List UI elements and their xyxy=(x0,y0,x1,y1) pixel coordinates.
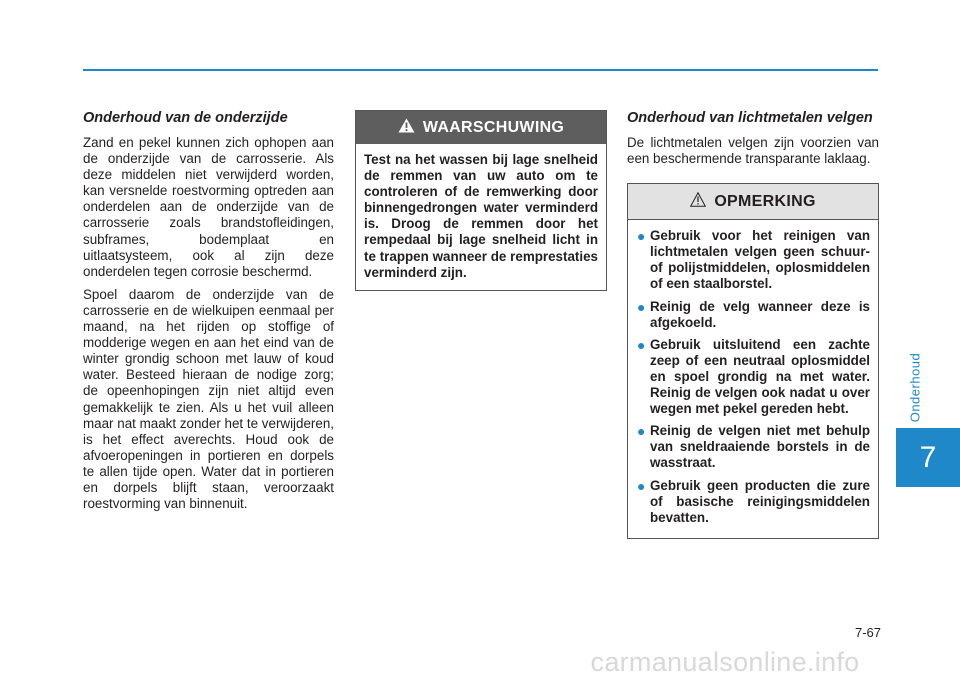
note-item xyxy=(636,299,870,331)
chapter-side-label xyxy=(899,346,931,428)
warning-text: Test na het wassen bij lage snelheid de remmen van uw auto om te controleren of de remwerking door binnengedrongen water verminderd is. Droog de remmen door het rempedaal bij lage snelheid licht in te trappen wanneer de remprestaties verminderd zijn. xyxy=(364,152,598,280)
paragraph-alloy-wheels: De lichtmetalen velgen zijn voorzien van een beschermende transparante laklaag. xyxy=(627,135,879,167)
paragraph-underbody-2: Spoel daarom de onderzijde van de carrosserie en de wielkuipen eenmaal per maand, na het rijden op stoffige of modderige wegen en aan het eind van de winter grondig schoon met lauw of koud water. Besteed hieraan de nodige zorg; de opeenhopingen zijn niet altijd even gemakkelijk te zien. Als u het vuil alleen maar nat maakt zonder het te verwijderen, is het effect averechts. Houd ook de afvoeropeningen in portieren en dorpels te allen tijde open. Water dat in portieren en dorpels blijft staan, veroorzaakt roestvorming van binnenuit. xyxy=(83,286,334,512)
caution-triangle-outline-icon xyxy=(690,192,706,212)
note-header xyxy=(628,184,878,220)
bullet-dot-icon: ● xyxy=(637,423,646,440)
warning-header xyxy=(356,111,606,144)
section-title-underbody: Onderhoud van de onderzijde xyxy=(83,110,288,126)
note-item xyxy=(636,478,870,526)
bullet-dot-icon: ● xyxy=(637,336,646,353)
note-item xyxy=(636,228,870,292)
note-item-text: Reinig de velgen niet met behulp van sneldraaiende borstels in de wasstraat. xyxy=(650,423,870,471)
column-middle xyxy=(355,110,607,291)
bullet-dot-icon: ● xyxy=(637,298,646,315)
header-rule xyxy=(83,69,878,71)
note-item-text: Gebruik geen producten die zure of basische reinigingsmiddelen bevatten. xyxy=(650,477,870,525)
paragraph-underbody-1: Zand en pekel kunnen zich ophopen aan de onderzijde van de carrosserie. Als deze middelen niet verwijderd worden, kan versnelde roestvorming optreden aan onderdelen aan de onderzijde van de carrosserie zoals brandstofleidingen, subframes, bodemplaat en uitlaatsysteem, ook al zijn deze onderdelen tegen corrosie beschermd. xyxy=(83,135,334,279)
note-item xyxy=(636,337,870,417)
note-list xyxy=(628,220,878,538)
note-item-text: Gebruik uitsluitend een zachte zeep of een neutraal oplosmiddel en spoel grondig na met water. Reinig de velgen ook nadat u over wegen met pekel gereden hebt. xyxy=(650,336,870,417)
note-item-text: Reinig de velg wanneer deze is afgekoeld. xyxy=(650,298,870,330)
column-left xyxy=(83,110,334,519)
warning-box xyxy=(355,110,607,291)
note-item xyxy=(636,423,870,471)
bullet-dot-icon: ● xyxy=(637,228,646,245)
note-box xyxy=(627,183,879,539)
page-number: 7-67 xyxy=(854,625,881,640)
note-item-text: Gebruik voor het reinigen van lichtmetalen velgen geen schuur- of polijstmiddelen, oplosmiddelen of een staalborstel. xyxy=(650,228,870,292)
chapter-number: 7 xyxy=(919,440,937,474)
watermark: carmanualsonline.info xyxy=(590,646,860,677)
warning-label: WAARSCHUWING xyxy=(422,118,565,136)
note-label: OPMERKING xyxy=(714,192,816,210)
bullet-dot-icon: ● xyxy=(637,477,646,494)
chapter-number-tab xyxy=(896,428,960,487)
column-right xyxy=(627,110,879,539)
section-title-alloy-wheels: Onderhoud van lichtmetalen velgen xyxy=(627,110,873,126)
warning-triangle-icon xyxy=(398,118,415,138)
chapter-section-label: Onderhoud xyxy=(907,352,923,422)
